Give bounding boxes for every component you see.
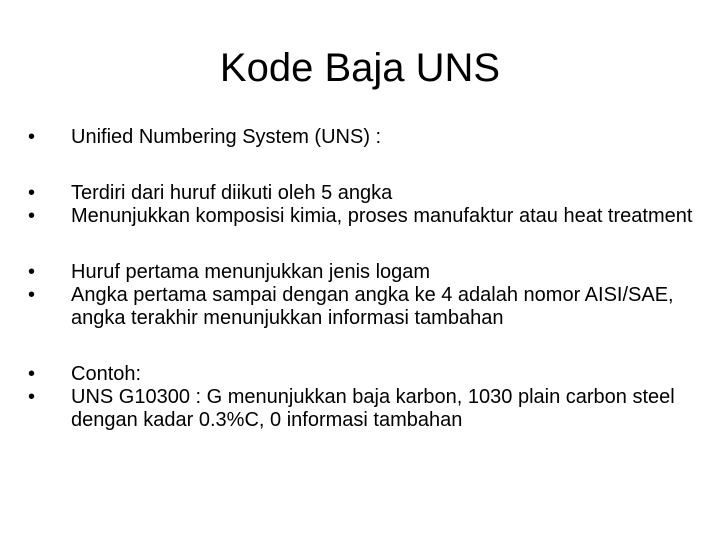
bullet-icon: • <box>28 386 36 408</box>
bullet-text: UNS G10300 : G menunjukkan baja karbon, 1030 plain carbon steel dengan kadar 0.3%C, 0 informasi tambahan <box>71 386 675 431</box>
bullet-text: Menunjukkan komposisi kimia, proses manufaktur atau heat treatment <box>71 205 693 227</box>
bullet-icon: • <box>28 205 36 227</box>
bullet-item <box>28 363 698 386</box>
bullet-icon: • <box>28 284 36 306</box>
bullet-item <box>28 205 698 228</box>
bullet-icon: • <box>28 126 36 148</box>
bullet-icon: • <box>28 363 36 385</box>
bullet-text: Contoh: <box>71 363 142 385</box>
bullet-icon: • <box>28 182 36 204</box>
bullet-text: Terdiri dari huruf diikuti oleh 5 angka <box>71 182 393 204</box>
bullet-item <box>28 386 698 432</box>
bullet-item <box>28 182 698 205</box>
slide-title: Kode Baja UNS <box>219 46 501 90</box>
bullet-text: Huruf pertama menunjukkan jenis logam <box>71 261 431 283</box>
bullet-item <box>28 284 698 330</box>
bullet-item <box>28 261 698 284</box>
bullet-text: Angka pertama sampai dengan angka ke 4 adalah nomor AISI/SAE, angka terakhir menunjukkan informasi tambahan <box>71 284 674 329</box>
bullet-icon: • <box>28 261 36 283</box>
bullet-list <box>28 126 698 432</box>
bullet-text: Unified Numbering System (UNS) : <box>71 126 382 148</box>
bullet-item <box>28 126 698 149</box>
